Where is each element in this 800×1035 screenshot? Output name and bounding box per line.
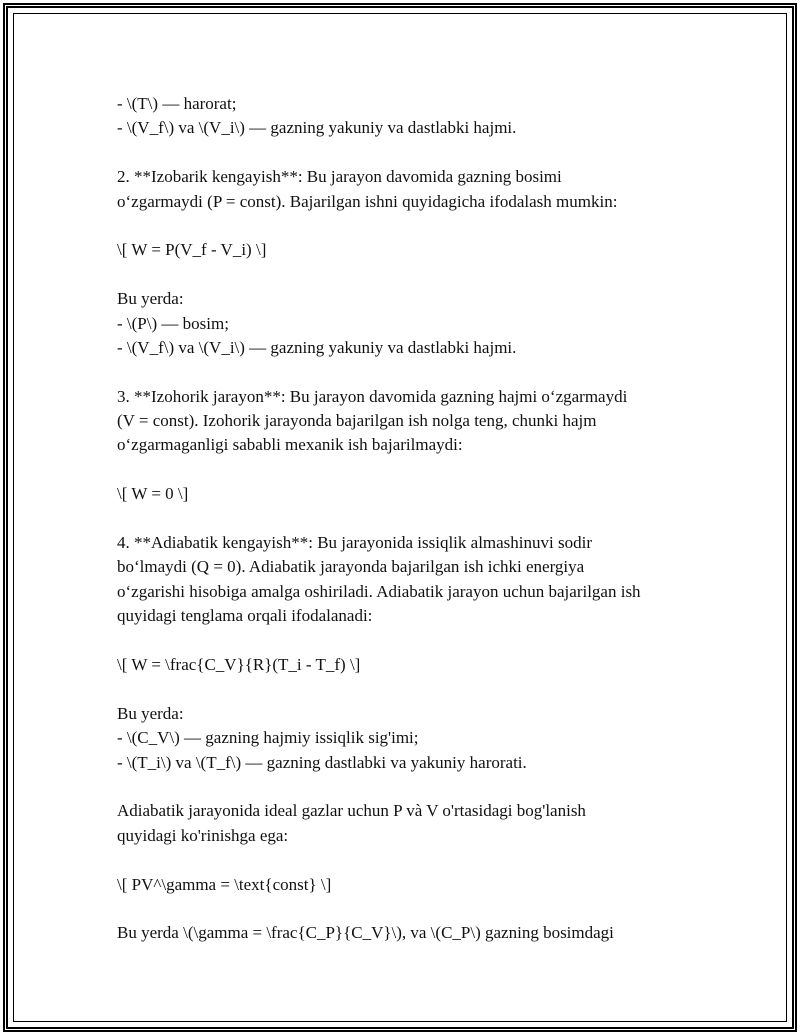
text-line: - \(P\) — bosim;: [117, 313, 229, 333]
formula-line: \[ W = \frac{C_V}{R}(T_i - T_f) \]: [117, 654, 361, 674]
text-line: [117, 677, 717, 701]
text-line: [117, 263, 717, 287]
text-line: (V = const). Izohorik jarayonda bajarilgan ish nolga teng, chunki hajm: [117, 411, 597, 431]
text-line: Bu yerda:: [117, 289, 184, 309]
text-line: [117, 360, 717, 384]
text-line: [117, 141, 717, 165]
text-line: [117, 848, 717, 872]
text-line: Bu yerda:: [117, 703, 184, 723]
formula-line: \[ W = 0 \]: [117, 484, 189, 504]
text-line: [117, 214, 717, 238]
text-line: 4. **Adiabatik kengayish**: Bu jarayonida issiqlik almashinuvi sodir: [117, 533, 592, 553]
text-line: Adiabatik jarayonida ideal gazlar uchun P và V o'rtasidagi bog'lanish: [117, 801, 586, 821]
document-body: [117, 92, 717, 946]
text-line: bo‘lmaydi (Q = 0). Adiabatik jarayonda bajarilgan ish ichki energiya: [117, 557, 585, 577]
formula-line: \[ W = P(V_f - V_i) \]: [117, 240, 267, 260]
text-line: 3. **Izohorik jarayon**: Bu jarayon davomida gazning hajmi o‘zgarmaydi: [117, 386, 628, 406]
text-line: - \(T\) — harorat;: [117, 94, 237, 113]
text-line: Bu yerda \(\gamma = \frac{C_P}{C_V}\), va \(C_P\) gazning bosimdagi: [117, 923, 614, 943]
text-line: [117, 507, 717, 531]
text-line: [117, 629, 717, 653]
text-line: o‘zgarmaydi (P = const). Bajarilgan ishni quyidagicha ifodalash mumkin:: [117, 191, 618, 211]
text-line: - \(V_f\) va \(V_i\) — gazning yakuniy va dastlabki hajmi.: [117, 118, 517, 138]
text-line: - \(C_V\) — gazning hajmiy issiqlik sig'imi;: [117, 728, 419, 748]
text-line: [117, 897, 717, 921]
text-line: - \(T_i\) va \(T_f\) — gazning dastlabki va yakuniy harorati.: [117, 752, 527, 772]
text-line: quyidagi tenglama orqali ifodalanadi:: [117, 606, 373, 626]
text-line: o‘zgarishi hisobiga amalga oshiriladi. Adiabatik jarayon uchun bajarilgan ish: [117, 581, 641, 601]
text-line: quyidagi ko'rinishga ega:: [117, 825, 289, 845]
text-line: o‘zgarmaganligi sababli mexanik ish bajarilmaydi:: [117, 435, 463, 455]
text-line: [117, 458, 717, 482]
text-line: [117, 775, 717, 799]
text-line: - \(V_f\) va \(V_i\) — gazning yakuniy va dastlabki hajmi.: [117, 337, 517, 357]
formula-line: \[ PV^\gamma = \text{const} \]: [117, 874, 332, 894]
text-line: 2. **Izobarik kengayish**: Bu jarayon davomida gazning bosimi: [117, 167, 562, 187]
